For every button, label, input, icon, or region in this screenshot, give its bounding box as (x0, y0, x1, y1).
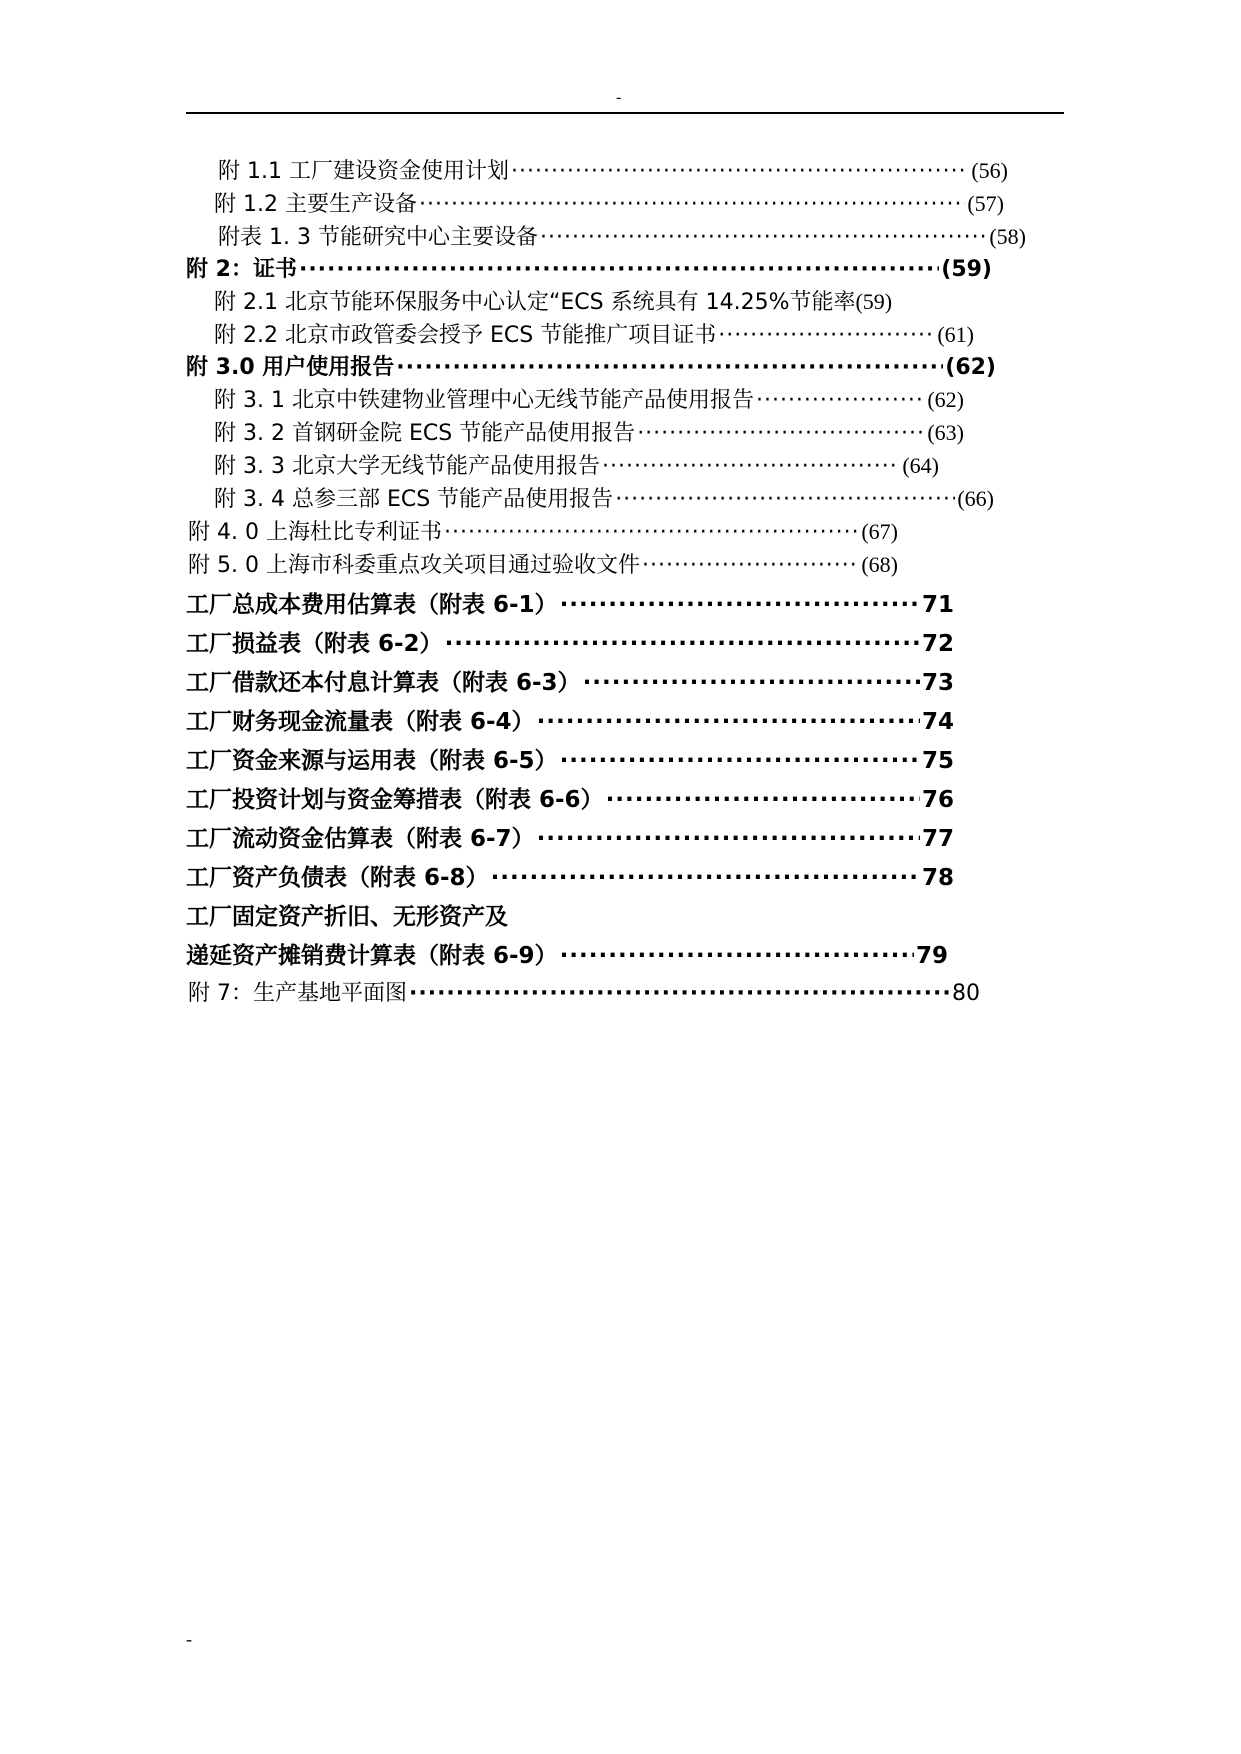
toc-entry-page: (64) (902, 453, 939, 478)
toc-entry-page: (56) (971, 158, 1008, 183)
toc-entry-label: 工厂财务现金流量表（附表 6-4） (186, 709, 535, 735)
toc-entry[interactable] (214, 285, 974, 316)
toc-entry-page: 78 (921, 865, 954, 891)
toc-leader-dots (445, 631, 920, 657)
toc-leader-dots (444, 520, 859, 545)
toc-entry-page: 71 (921, 592, 954, 618)
toc-entry[interactable] (214, 416, 964, 447)
toc-leader-dots (491, 865, 920, 891)
toc-entry-label: 工厂流动资金估算表（附表 6-7） (186, 826, 535, 852)
toc-entry-page: 75 (921, 748, 954, 774)
toc-entry-page: (62) (945, 355, 996, 380)
toc-entry-page: 76 (921, 787, 954, 813)
toc-entry[interactable] (186, 742, 954, 775)
toc-entry-label: 附 3. 2 首钢研金院 ECS 节能产品使用报告 (214, 421, 636, 446)
toc-entry-page: 74 (921, 709, 954, 735)
toc-entry-label: 附 7：生产基地平面图 (188, 981, 407, 1006)
toc-entry-page: (62) (927, 387, 964, 412)
toc-leader-dots (606, 787, 920, 813)
toc-entry-label: 附 3. 1 北京中铁建物业管理中心无线节能产品使用报告 (214, 388, 754, 413)
header-mark: - (616, 89, 622, 106)
toc-entry-label: 附 1.1 工厂建设资金使用计划 (218, 159, 509, 184)
toc-entry-page: (66) (957, 486, 994, 511)
toc-entry[interactable] (214, 187, 1004, 218)
toc-entry-page: (61) (937, 322, 974, 347)
toc-entry-label: 附 2.1 北京节能环保服务中心认定“ECS 系统具有 14.25%节能率 (214, 290, 856, 315)
toc-entry-label: 附 1.2 主要生产设备 (214, 192, 417, 217)
toc-entry-page: 72 (921, 631, 954, 657)
toc-entry[interactable] (218, 220, 1026, 251)
toc-entry-label: 工厂损益表（附表 6-2） (186, 631, 443, 657)
toc-leader-dots (602, 454, 900, 479)
toc-entry-label: 附 2：证书 (186, 257, 297, 282)
toc-entry-label: 工厂总成本费用估算表（附表 6-1） (186, 592, 558, 618)
toc-leader-dots (560, 592, 920, 618)
toc-entry-label: 工厂固定资产折旧、无形资产及 (186, 904, 508, 930)
toc-leader-dots (642, 553, 859, 578)
toc-entry[interactable] (186, 820, 954, 853)
header-rule (186, 112, 1064, 114)
toc-entry[interactable] (186, 350, 996, 381)
toc-entry-label: 工厂借款还本付息计算表（附表 6-3） (186, 670, 581, 696)
toc-leader-dots (511, 159, 969, 184)
toc-entry-page: 73 (921, 670, 954, 696)
toc-entry-page: 79 (915, 943, 948, 969)
toc-leader-dots (396, 355, 943, 380)
toc-entry-label: 附 3.0 用户使用报告 (186, 355, 395, 380)
toc-leader-dots (419, 192, 965, 217)
toc-entry-page: (68) (861, 552, 898, 577)
toc-entry-label: 附 4. 0 上海杜比专利证书 (188, 520, 442, 545)
toc-entry[interactable] (188, 548, 898, 579)
toc-entry[interactable] (188, 515, 898, 546)
toc-entry[interactable] (214, 449, 939, 480)
toc-entry-label: 附 3. 4 总参三部 ECS 节能产品使用报告 (214, 487, 614, 512)
toc-leader-dots (537, 709, 920, 735)
toc-entry-label: 附 2.2 北京市政管委会授予 ECS 节能推广项目证书 (214, 323, 717, 348)
toc-leader-dots (299, 257, 939, 282)
toc-entry-page: 80 (952, 981, 980, 1006)
toc-entry[interactable] (186, 586, 954, 619)
toc-entry[interactable] (186, 859, 954, 892)
toc-entry-label: 工厂资金来源与运用表（附表 6-5） (186, 748, 558, 774)
toc-entry-label: 工厂资产负债表（附表 6-8） (186, 865, 489, 891)
toc-leader-dots (756, 388, 925, 413)
toc-leader-dots (560, 748, 920, 774)
toc-entry[interactable] (186, 252, 992, 283)
toc-entry-label: 附表 1. 3 节能研究中心主要设备 (218, 225, 538, 250)
toc-leader-dots (537, 826, 920, 852)
toc-leader-dots (560, 943, 914, 969)
toc-entry-label: 工厂投资计划与资金筹措表（附表 6-6） (186, 787, 604, 813)
toc-entry[interactable] (218, 154, 1008, 185)
toc-entry[interactable] (186, 703, 954, 736)
toc-leader-dots (637, 421, 925, 446)
toc-entry-page: (59) (941, 257, 992, 282)
toc-entry-label: 递延资产摊销费计算表（附表 6-9） (186, 943, 558, 969)
toc-entry-page: (58) (989, 224, 1026, 249)
toc-entry[interactable] (188, 976, 980, 1007)
toc-entry-label: 附 3. 3 北京大学无线节能产品使用报告 (214, 454, 600, 479)
toc-entry[interactable] (186, 781, 954, 814)
toc-entry[interactable] (186, 937, 948, 970)
toc-entry[interactable] (214, 383, 964, 414)
toc-entry[interactable] (214, 482, 994, 513)
toc-entry-page: (63) (927, 420, 964, 445)
toc-entry[interactable] (186, 625, 954, 658)
footer-mark: - (186, 1629, 192, 1649)
toc-entry-page: (59) (855, 289, 893, 314)
toc-leader-dots (540, 225, 987, 250)
toc-entry-label: 附 5. 0 上海市科委重点攻关项目通过验收文件 (188, 553, 640, 578)
toc-leader-dots (615, 487, 955, 512)
toc-entry[interactable] (214, 318, 974, 349)
toc-leader-dots (409, 981, 950, 1006)
toc-entry[interactable] (186, 664, 954, 697)
toc-entry-page: (57) (967, 191, 1004, 216)
toc-entry-page: (67) (861, 519, 898, 544)
toc-leader-dots (718, 323, 935, 348)
toc-leader-dots (583, 670, 920, 696)
toc-entry-page: 77 (921, 826, 954, 852)
